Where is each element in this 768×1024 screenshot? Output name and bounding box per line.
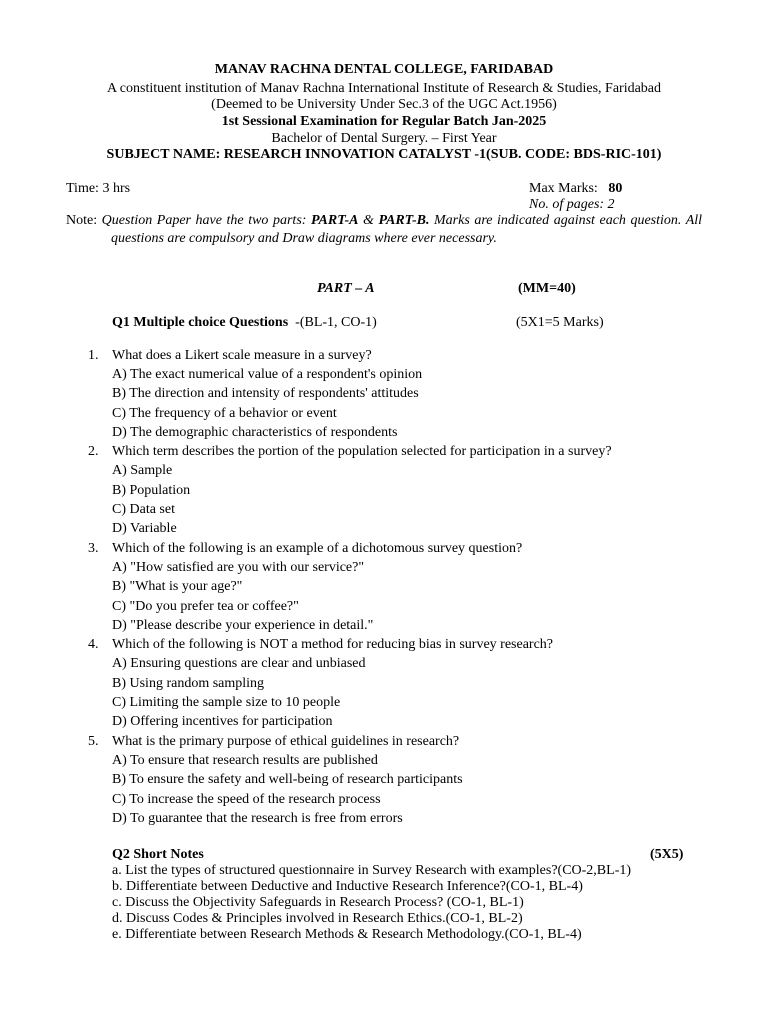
- mcq-1-option-d: D) The demographic characteristics of respondents: [112, 425, 398, 440]
- question-number: 3.: [88, 541, 99, 556]
- mcq-3-option-a: A) "How satisfied are you with our service?": [112, 560, 365, 575]
- q2-title: Q2 Short Notes: [112, 847, 204, 862]
- q1-marks: (5X1=5 Marks): [516, 315, 604, 330]
- mcq-1-option-c: C) The frequency of a behavior or event: [112, 406, 337, 421]
- constituent-line: A constituent institution of Manav Rachna International Institute of Research & Studies, Faridabad: [106, 81, 662, 96]
- note-part-a: PART-A: [311, 213, 359, 228]
- mcq-5-option-b: B) To ensure the safety and well-being of research participants: [112, 772, 463, 787]
- max-marks-value: 80: [608, 181, 623, 196]
- question-number: 2.: [88, 444, 99, 459]
- college-name: MANAV RACHNA DENTAL COLLEGE, FARIDABAD: [214, 62, 554, 77]
- question-text: Which of the following is an example of a dichotomous survey question?: [112, 541, 523, 556]
- short-note-b: b. Differentiate between Deductive and Inductive Research Inference?(CO-1, BL-4): [112, 879, 583, 894]
- course-name: Bachelor of Dental Surgery. – First Year: [271, 131, 497, 146]
- short-note-e: e. Differentiate between Research Methods & Research Methodology.(CO-1, BL-4): [112, 927, 582, 942]
- time-allowed: Time: 3 hrs: [66, 181, 131, 196]
- part-a-title: PART – A: [317, 281, 375, 296]
- note-part-b: PART-B.: [378, 213, 430, 228]
- mcq-4-option-d: D) Offering incentives for participation: [112, 714, 333, 729]
- mcq-3-option-b: B) "What is your age?": [112, 579, 243, 594]
- q1-heading: [112, 313, 377, 332]
- mcq-2-option-a: A) Sample: [112, 463, 173, 478]
- question-number: 4.: [88, 637, 99, 652]
- mcq-3-option-c: C) "Do you prefer tea or coffee?": [112, 599, 299, 614]
- mcq-5-option-d: D) To guarantee that the research is free from errors: [112, 811, 403, 826]
- short-note-a: a. List the types of structured questionnaire in Survey Research with examples?(CO-2,BL-1): [112, 863, 632, 878]
- part-a-marks: (MM=40): [518, 281, 576, 296]
- mcq-2-option-c: C) Data set: [112, 502, 175, 517]
- subject-name: SUBJECT NAME: RESEARCH INNOVATION CATALYST -1(SUB. CODE: BDS-RIC-101): [106, 147, 662, 162]
- mcq-1-option-b: B) The direction and intensity of respondents' attitudes: [112, 386, 419, 401]
- note-amp: &: [363, 213, 374, 228]
- max-marks-label: Max Marks:: [529, 181, 598, 196]
- mcq-2-option-d: D) Variable: [112, 521, 177, 536]
- q1-title: Q1 Multiple choice Questions: [112, 315, 289, 330]
- short-note-d: d. Discuss Codes & Principles involved in Research Ethics.(CO-1, BL-2): [112, 911, 523, 926]
- mcq-1-option-a: A) The exact numerical value of a respondent's opinion: [112, 367, 423, 382]
- mcq-4-option-b: B) Using random sampling: [112, 676, 265, 691]
- question-number: 5.: [88, 734, 99, 749]
- mcq-5-option-c: C) To increase the speed of the research process: [112, 792, 381, 807]
- note-text-2: Marks are indicated against each question. All questions are compulsory and Draw diagrams where ever necessary.: [111, 213, 703, 246]
- mcq-5-option-a: A) To ensure that research results are published: [112, 753, 378, 768]
- mcq-4-option-a: A) Ensuring questions are clear and unbiased: [112, 656, 366, 671]
- question-text: What is the primary purpose of ethical guidelines in research?: [112, 734, 460, 749]
- question-text: What does a Likert scale measure in a survey?: [112, 348, 372, 363]
- deemed-line: (Deemed to be University Under Sec.3 of the UGC Act.1956): [211, 97, 557, 112]
- question-number: 1.: [88, 348, 99, 363]
- mcq-3-option-d: D) "Please describe your experience in detail.": [112, 618, 374, 633]
- mcq-2-option-b: B) Population: [112, 483, 191, 498]
- note-text-1: Question Paper have the two parts:: [101, 213, 307, 228]
- exam-title: 1st Sessional Examination for Regular Batch Jan-2025: [221, 114, 547, 129]
- question-text: Which term describes the portion of the population selected for participation in a survey?: [112, 444, 612, 459]
- instructions-note: [66, 212, 702, 248]
- note-label: Note:: [66, 213, 98, 228]
- number-of-pages: No. of pages: 2: [529, 197, 615, 212]
- question-text: Which of the following is NOT a method for reducing bias in survey research?: [112, 637, 553, 652]
- mcq-4-option-c: C) Limiting the sample size to 10 people: [112, 695, 341, 710]
- short-note-c: c. Discuss the Objectivity Safeguards in Research Process? (CO-1, BL-1): [112, 895, 524, 910]
- q1-codes: -(BL-1, CO-1): [295, 315, 377, 330]
- q2-marks: (5X5): [650, 847, 684, 862]
